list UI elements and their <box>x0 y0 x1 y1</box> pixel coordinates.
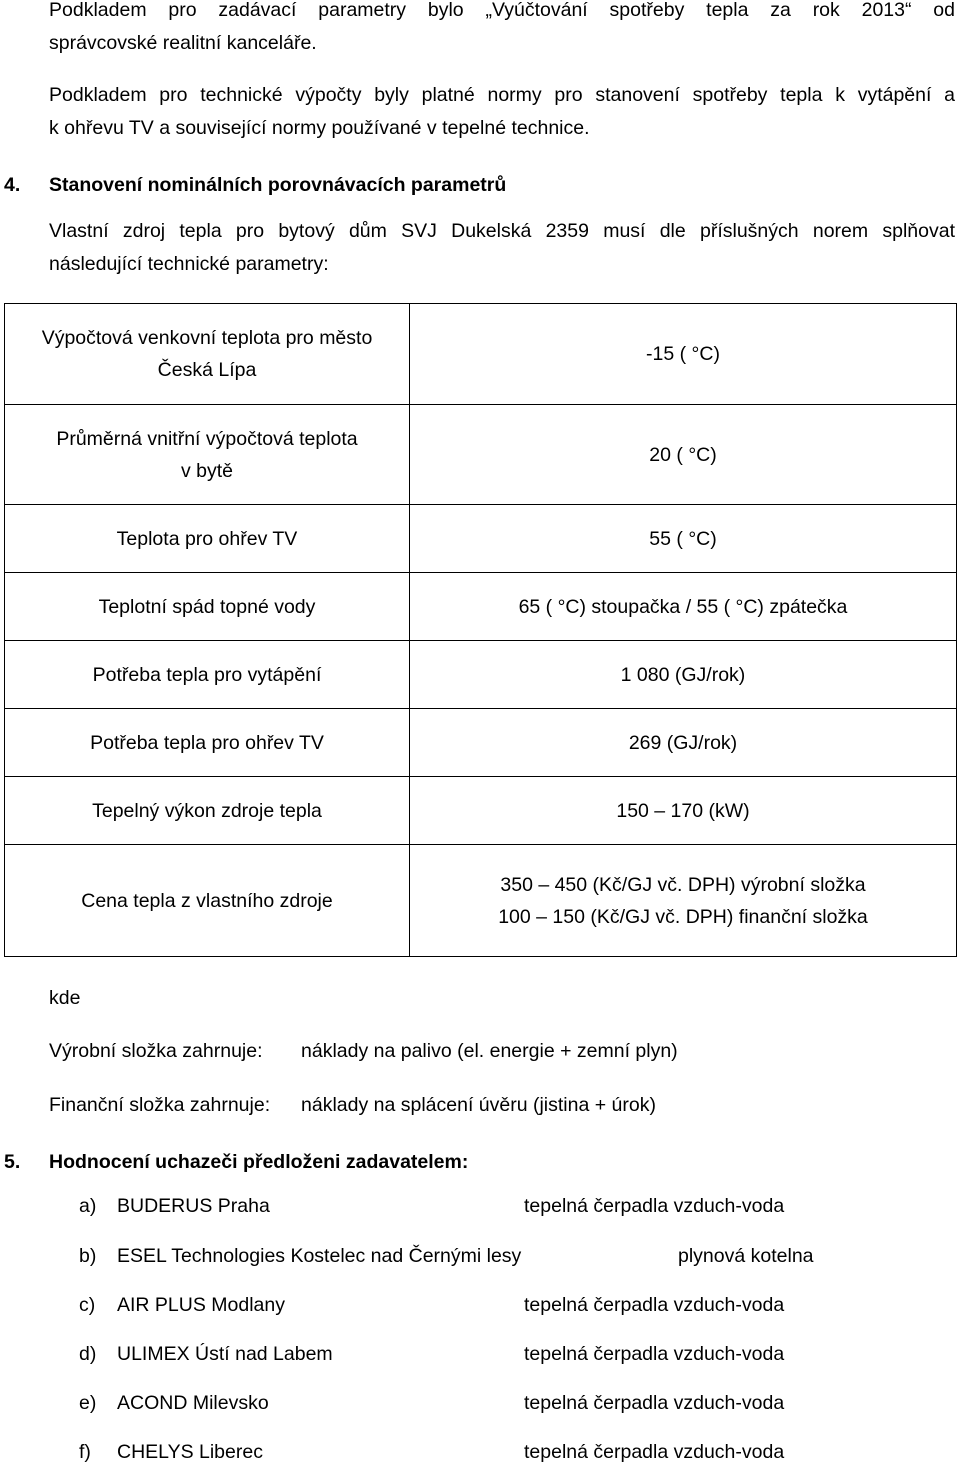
param-label-line: Česká Lípa <box>157 359 257 381</box>
intro-paragraph-1-line-1: Podkladem pro zadávací parametry bylo „Vyúčtování spotřeby tepla za rok 2013“ od <box>49 0 955 21</box>
section-5-title: Hodnocení uchazeči předloženi zadavatelem: <box>49 1151 469 1173</box>
param-value <box>410 505 957 573</box>
list-item-name: ULIMEX Ústí nad Labem <box>117 1343 333 1365</box>
list-item-name: AIR PLUS Modlany <box>117 1294 285 1316</box>
section-4-text-line-1: Vlastní zdroj tepla pro bytový dům SVJ Dukelská 2359 musí dle příslušných norem splňovat <box>49 220 955 242</box>
intro-paragraph-1-line-2: správcovské realitní kanceláře. <box>49 32 317 54</box>
param-value-line: 1 080 (GJ/rok) <box>620 663 746 686</box>
table-row <box>5 405 957 505</box>
parameters-table <box>4 303 957 957</box>
table-row <box>5 709 957 777</box>
list-item-type: tepelná čerpadla vzduch-voda <box>524 1294 785 1316</box>
param-label <box>5 777 410 845</box>
param-label-line: Potřeba tepla pro vytápění <box>92 663 322 686</box>
param-label-line: Teplotní spád topné vody <box>98 595 316 618</box>
param-label-line: Tepelný výkon zdroje tepla <box>92 799 322 822</box>
financni-slozka-label: Finanční složka zahrnuje: <box>49 1094 271 1116</box>
param-value-line: 55 ( °C) <box>649 527 717 550</box>
where-label: kde <box>49 987 81 1009</box>
list-item-type: tepelná čerpadla vzduch-voda <box>524 1441 785 1463</box>
list-item-name: CHELYS Liberec <box>117 1441 263 1463</box>
list-item-name: ESEL Technologies Kostelec nad Černými lesy <box>117 1245 522 1267</box>
list-item-letter: a) <box>79 1195 97 1217</box>
table-row <box>5 505 957 573</box>
param-value-line: 350 – 450 (Kč/GJ vč. DPH) výrobní složka <box>500 873 866 896</box>
param-value <box>410 405 957 505</box>
param-value <box>410 304 957 405</box>
param-label-line: Potřeba tepla pro ohřev TV <box>90 731 324 754</box>
param-label <box>5 709 410 777</box>
param-value <box>410 573 957 641</box>
param-value <box>410 709 957 777</box>
section-4-number: 4. <box>4 174 21 196</box>
list-item-letter: f) <box>79 1441 91 1463</box>
param-label-line: v bytě <box>180 459 234 482</box>
intro-paragraph-2-line-2: k ohřevu TV a související normy používané v tepelné technice. <box>49 117 590 139</box>
table-row <box>5 777 957 845</box>
param-label <box>5 505 410 573</box>
param-value-line: 65 ( °C) stoupačka / 55 ( °C) zpátečka <box>518 595 848 618</box>
vyrobni-slozka-value: náklady na palivo (el. energie + zemní plyn) <box>301 1040 678 1062</box>
list-item-name: BUDERUS Praha <box>117 1195 270 1217</box>
param-value-line: 150 – 170 (kW) <box>616 799 750 822</box>
param-label <box>5 573 410 641</box>
param-value-line: 100 – 150 (Kč/GJ vč. DPH) finanční složka <box>498 905 868 928</box>
param-label-line: Teplota pro ohřev TV <box>116 527 298 550</box>
param-value-line: -15 ( °C) <box>646 343 720 365</box>
financni-slozka-value: náklady na splácení úvěru (jistina + úrok) <box>301 1094 656 1116</box>
param-label-line: Cena tepla z vlastního zdroje <box>81 889 333 912</box>
list-item-type: plynová kotelna <box>678 1245 814 1267</box>
table-row <box>5 573 957 641</box>
list-item-letter: e) <box>79 1392 97 1414</box>
param-value <box>410 777 957 845</box>
list-item-type: tepelná čerpadla vzduch-voda <box>524 1195 785 1217</box>
list-item-type: tepelná čerpadla vzduch-voda <box>524 1343 785 1365</box>
intro-paragraph-2-line-1: Podkladem pro technické výpočty byly platné normy pro stanovení spotřeby tepla k vytápění a <box>49 84 955 106</box>
param-label <box>5 405 410 505</box>
param-label-line: Průměrná vnitřní výpočtová teplota <box>56 427 358 450</box>
param-label <box>5 845 410 957</box>
section-4-title: Stanovení nominálních porovnávacích parametrů <box>49 174 507 196</box>
section-5-number: 5. <box>4 1151 21 1173</box>
param-value-line: 269 (GJ/rok) <box>628 731 738 754</box>
list-item-letter: d) <box>79 1343 97 1365</box>
vyrobni-slozka-label: Výrobní složka zahrnuje: <box>49 1040 263 1062</box>
param-label-line: Výpočtová venkovní teplota pro město <box>41 327 373 349</box>
list-item-type: tepelná čerpadla vzduch-voda <box>524 1392 785 1414</box>
list-item-name: ACOND Milevsko <box>117 1392 269 1414</box>
section-4-text-line-2: následující technické parametry: <box>49 253 329 275</box>
list-item-letter: c) <box>79 1294 96 1316</box>
table-row <box>5 845 957 957</box>
param-value-line: 20 ( °C) <box>649 443 717 466</box>
param-value <box>410 641 957 709</box>
list-item-letter: b) <box>79 1245 97 1267</box>
param-value <box>410 845 957 957</box>
table-row <box>5 641 957 709</box>
param-label <box>5 304 410 405</box>
param-label <box>5 641 410 709</box>
table-row <box>5 304 957 405</box>
